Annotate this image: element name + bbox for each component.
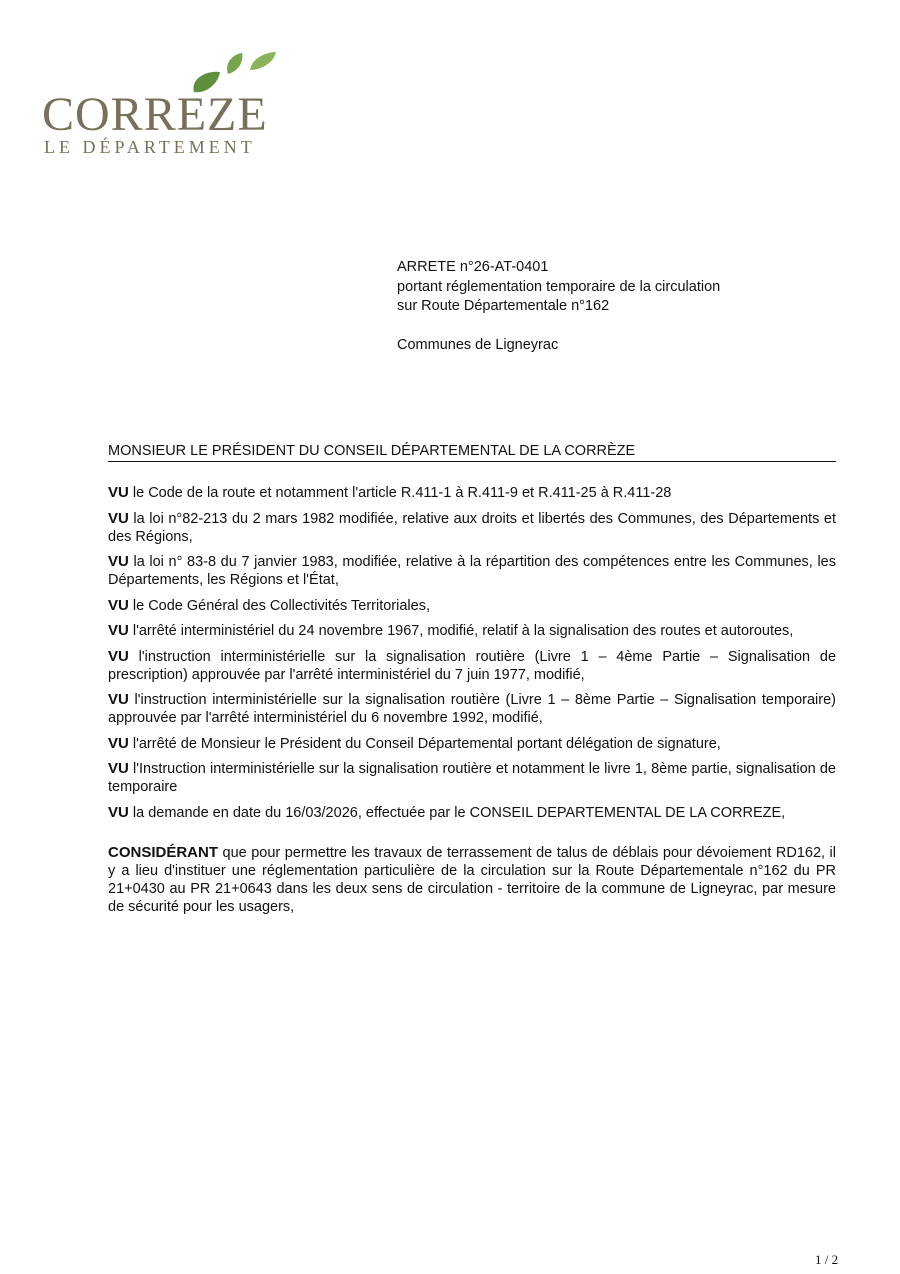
arrete-communes: Communes de Ligneyrac [397,336,559,353]
page-number: 1 / 2 [815,1252,839,1267]
vu-paragraph [108,648,836,684]
logo-title: CORREZE [42,88,268,141]
vu-keyword: VU [108,734,129,752]
vu-text: la demande en date du 16/03/2026, effectuée par le CONSEIL DEPARTEMENTAL DE LA CORREZE, [132,804,786,821]
arrete-subject-line-2: sur Route Départementale n°162 [397,298,610,314]
vu-text: l'instruction interministérielle sur la signalisation routière (Livre 1 – 8ème Partie – Signalisation temporaire) approuvée par l'arrêté interministériel du 6 novembre 1992, modifié, [108,692,836,726]
arrete-subject-line-1: portant réglementation temporaire de la circulation [397,278,721,295]
vu-paragraph [108,553,836,589]
vu-keyword: VU [108,553,129,570]
vu-paragraph [108,760,836,796]
arrete-number: ARRETE n°26-AT-0401 [397,259,549,275]
vu-paragraph [108,735,836,753]
considerant-paragraph [108,844,836,916]
vu-keyword: VU [108,622,129,639]
logo-subtitle: LE DÉPARTEMENT [44,137,256,157]
visa-list [108,484,836,923]
arrete-header [397,258,720,355]
vu-paragraph [108,510,836,546]
considerant-text: que pour permettre les travaux de terrassement de talus de déblais pour dévoiement RD162, il y a lieu d'instituer une réglementation particulière de la circulation sur la Route Départementale n°162 du PR 21+0430 au PR 21+0643 dans les deux sens de circulation - territoire de la commune de Ligneyrac, par mesure de sécurité pour les usagers, [108,844,836,915]
vu-text: l'arrêté interministériel du 24 novembre 1967, modifié, relatif à la signalisation des routes et autoroutes, [132,623,794,639]
vu-text: l'arrêté de Monsieur le Président du Conseil Départemental portant délégation de signature, [132,735,721,752]
vu-paragraph [108,691,836,727]
vu-keyword: VU [108,647,129,665]
vu-paragraph [108,597,836,615]
vu-keyword: VU [108,691,129,708]
vu-text: l'Instruction interministérielle sur la signalisation routière et notamment le livre 1, 8ème partie, signalisation de temporaire [108,761,836,795]
vu-paragraph [108,484,836,502]
vu-keyword: VU [108,509,129,527]
vu-keyword: VU [108,484,129,501]
vu-text: le Code de la route et notamment l'article R.411-1 à R.411-9 et R.411-25 à R.411-28 [132,485,672,501]
vu-paragraph [108,804,836,822]
vu-paragraph [108,622,836,640]
vu-keyword: VU [108,803,129,821]
vu-text: la loi n°82-213 du 2 mars 1982 modifiée, relative aux droits et libertés des Communes, des Départements et des Régions, [108,510,836,545]
vu-keyword: VU [108,596,129,614]
department-logo [42,48,292,160]
considerant-keyword: CONSIDÉRANT [108,843,219,861]
vu-text: l'instruction interministérielle sur la signalisation routière (Livre 1 – 4ème Partie – Signalisation de prescription) approuvée par l'arrêté interministériel du 7 juin 1977, modifié, [108,648,837,683]
vu-text: la loi n° 83-8 du 7 janvier 1983, modifiée, relative à la répartition des compétences entre les Communes, les Départements, les Régions et l'État, [108,554,837,588]
vu-keyword: VU [108,760,129,777]
authority-heading: MONSIEUR LE PRÉSIDENT DU CONSEIL DÉPARTEMENTAL DE LA CORRÈZE [108,442,836,462]
vu-text: le Code Général des Collectivités Territoriales, [132,597,430,614]
